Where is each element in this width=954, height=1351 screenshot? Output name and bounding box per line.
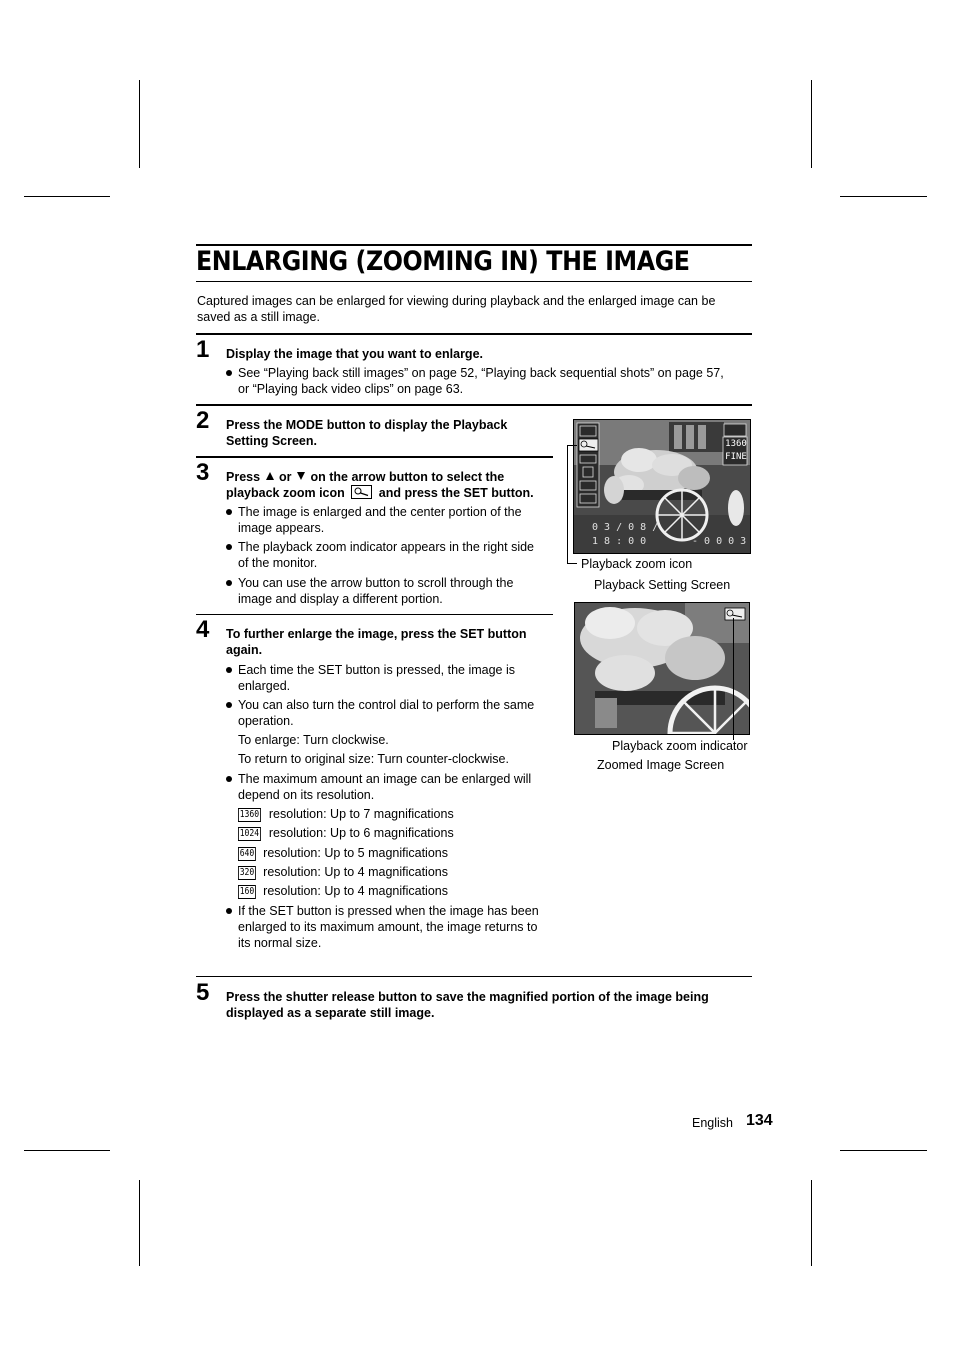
callout-line (567, 445, 577, 446)
bullet-text: You can also turn the control dial to perform the same (238, 698, 535, 712)
crop-mark (139, 80, 140, 168)
step-heading-text: Press (226, 470, 261, 484)
resolution-icon: 1024 (239, 828, 260, 839)
bullet-dot (226, 776, 232, 782)
step-rule (196, 333, 752, 335)
resolution-row (238, 864, 448, 880)
bullet-text: Each time the SET button is pressed, the image is (238, 663, 515, 677)
crop-mark (811, 80, 812, 168)
bullet-text: The playback zoom indicator appears in the right side (238, 540, 534, 554)
resolution-row (238, 845, 448, 861)
step-heading-line: Press the MODE button to display the Playback (226, 418, 508, 432)
resolution-row (238, 825, 454, 841)
step-heading-text: on the arrow button to select the (310, 470, 505, 484)
time-overlay: 1 8 : 0 0 (592, 536, 647, 547)
photo-illustration (575, 603, 749, 734)
step-heading (226, 989, 709, 1021)
bullet-text: The maximum amount an image can be enlarged will (238, 772, 532, 786)
page-title: ENLARGING (ZOOMING IN) THE IMAGE (196, 246, 690, 277)
step-number: 2 (196, 407, 210, 434)
photo-illustration (574, 420, 750, 553)
resolution-icon: 1360 (239, 809, 260, 820)
bullet-text: or “Playing back video clips” on page 63. (238, 382, 464, 396)
step-heading-line: displayed as a separate still image. (226, 1006, 435, 1020)
step-heading-text: and press the SET button. (378, 486, 534, 500)
step-heading-line: Press the shutter release button to save the magnified portion of the image being (226, 990, 709, 1004)
up-arrow-icon (266, 472, 274, 480)
resolution-icon: 640 (239, 848, 255, 859)
step-heading: Display the image that you want to enlarge. (226, 347, 483, 361)
playback-zoom-icon (351, 485, 372, 499)
resolution-text: resolution: Up to 7 magnifications (268, 807, 454, 821)
crop-mark (139, 1180, 140, 1266)
file-number-overlay: - 0 0 0 3 (692, 536, 747, 547)
resolution-row (238, 806, 454, 822)
figure-caption: Playback Setting Screen (594, 578, 731, 592)
bullet-text: image appears. (238, 521, 325, 535)
bullet-dot (226, 370, 232, 376)
resolution-text: resolution: Up to 4 magnifications (263, 884, 448, 898)
quality-badge: FINE (725, 452, 747, 462)
crop-mark (840, 1150, 927, 1151)
resolution-badge: 1360 (725, 439, 747, 449)
bullet-text: enlarged to its maximum amount, the image returns to (238, 920, 538, 934)
title-rule-bottom (196, 281, 752, 282)
crop-mark (840, 196, 927, 197)
bullet-text: If the SET button is pressed when the image has been (238, 904, 539, 918)
step-heading (226, 469, 534, 501)
bullet-dot (226, 509, 232, 515)
step-heading-line: again. (226, 643, 263, 657)
bullet-text: enlarged. (238, 679, 291, 693)
playback-setting-screen-image (573, 419, 751, 554)
page-number: 134 (746, 1112, 773, 1129)
crop-mark (24, 1150, 110, 1151)
instruction-text: To return to original size: Turn counter-clockwise. (238, 752, 509, 766)
bullet-text: The image is enlarged and the center portion of the (238, 505, 522, 519)
callout-line (567, 563, 577, 564)
bullet-dot (226, 667, 232, 673)
step-heading-line: To further enlarge the image, press the SET button (226, 627, 527, 641)
step-number: 1 (196, 336, 210, 363)
bullet-text: depend on its resolution. (238, 788, 375, 802)
bullet-text: its normal size. (238, 936, 322, 950)
playback-zoom-indicator-callout: Playback zoom indicator (612, 739, 748, 753)
bullet-text: You can use the arrow button to scroll through the (238, 576, 514, 590)
step-number: 4 (196, 616, 210, 643)
bullet-text: operation. (238, 714, 294, 728)
footer-language: English (692, 1116, 733, 1130)
resolution-icon: 160 (239, 886, 255, 897)
bullet-dot (226, 908, 232, 914)
step-rule (196, 614, 553, 615)
step-heading-line: Setting Screen. (226, 434, 317, 448)
bullet-text: of the monitor. (238, 556, 318, 570)
bullet-text: image and display a different portion. (238, 592, 443, 606)
callout-line (733, 618, 734, 740)
step-heading (226, 626, 527, 658)
instruction-text: To enlarge: Turn clockwise. (238, 733, 389, 747)
resolution-text: resolution: Up to 4 magnifications (263, 865, 448, 879)
resolution-text: resolution: Up to 5 magnifications (263, 846, 448, 860)
bullet-dot (226, 544, 232, 550)
figure-caption: Zoomed Image Screen (597, 758, 725, 772)
step-rule (196, 404, 752, 406)
crop-mark (24, 196, 110, 197)
down-arrow-icon (297, 472, 305, 480)
resolution-row (238, 883, 448, 899)
playback-zoom-icon-callout: Playback zoom icon (581, 557, 693, 571)
step-rule (196, 976, 752, 977)
callout-line (567, 445, 568, 564)
step-number: 5 (196, 979, 210, 1006)
date-overlay: 0 3 / 0 8 / (592, 522, 659, 533)
step-heading (226, 417, 507, 449)
bullet-text: See “Playing back still images” on page 52, “Playing back sequential shots” on page 57, (238, 366, 724, 380)
bullet-dot (226, 702, 232, 708)
step-rule (196, 456, 553, 458)
step-number: 3 (196, 459, 210, 486)
step-heading-text: or (279, 470, 292, 484)
intro-paragraph: Captured images can be enlarged for viewing during playback and the enlarged image can be saved as a still image. (197, 294, 716, 324)
bullet-dot (226, 580, 232, 586)
step-heading-text: playback zoom icon (226, 486, 345, 500)
crop-mark (811, 1180, 812, 1266)
zoomed-image-screen-image (574, 602, 750, 735)
resolution-icon: 320 (239, 867, 255, 878)
resolution-text: resolution: Up to 6 magnifications (268, 826, 454, 840)
